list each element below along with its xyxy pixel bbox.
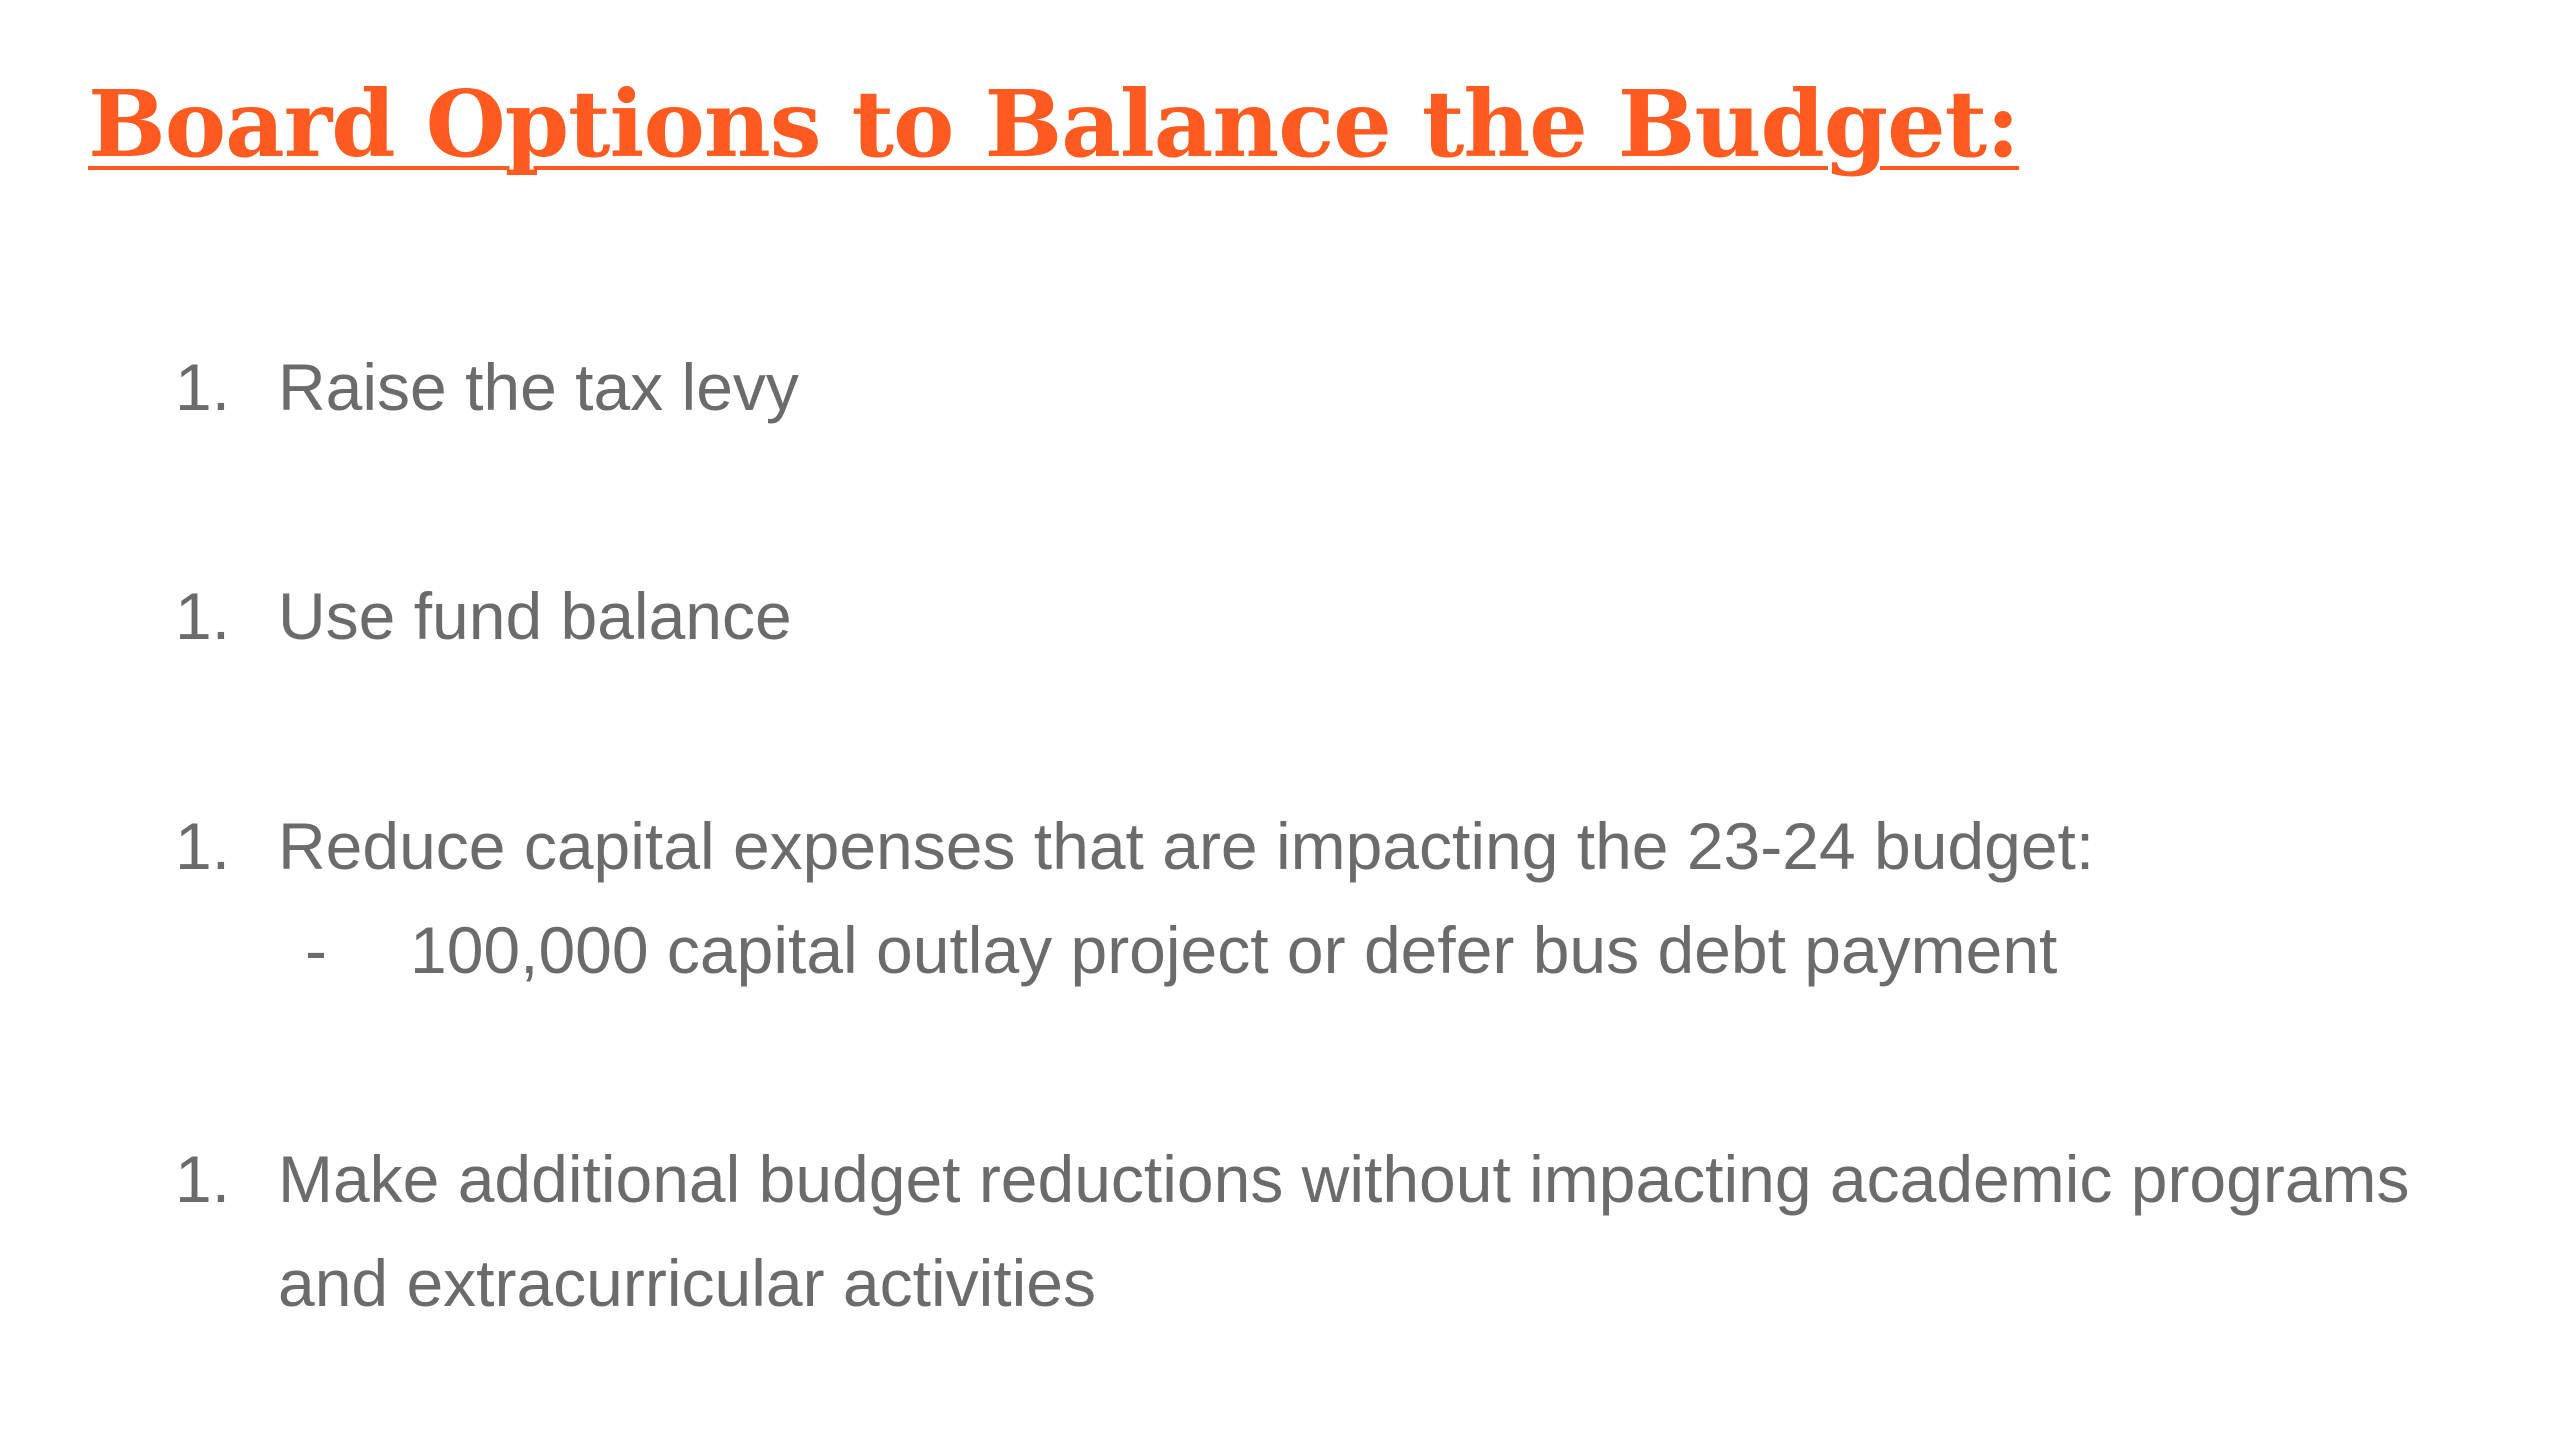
list-item: [175, 1127, 2475, 1335]
list-item: [175, 564, 2475, 668]
list-item: [175, 335, 2475, 439]
slide-title: Board Options to Balance the Budget:: [88, 70, 2020, 178]
list-item-text: Reduce capital expenses that are impacting the 23-24 budget:: [278, 809, 2095, 883]
sub-list-marker: -: [305, 913, 327, 987]
list-item-text: Use fund balance: [278, 579, 792, 653]
list-item-number: 1.: [175, 350, 231, 424]
list-item-text: Raise the tax levy: [278, 350, 799, 424]
sub-list-item-text: 100,000 capital outlay project or defer bus debt payment: [410, 913, 2058, 987]
list-item: [175, 794, 2475, 1002]
list-item-number: 1.: [175, 579, 231, 653]
sub-list-item: [305, 898, 2475, 1002]
list-item-number: 1.: [175, 1142, 231, 1216]
list-item-text: Make additional budget reductions without impacting academic programs and extracurricular activities: [278, 1142, 2410, 1320]
list-item-number: 1.: [175, 809, 231, 883]
